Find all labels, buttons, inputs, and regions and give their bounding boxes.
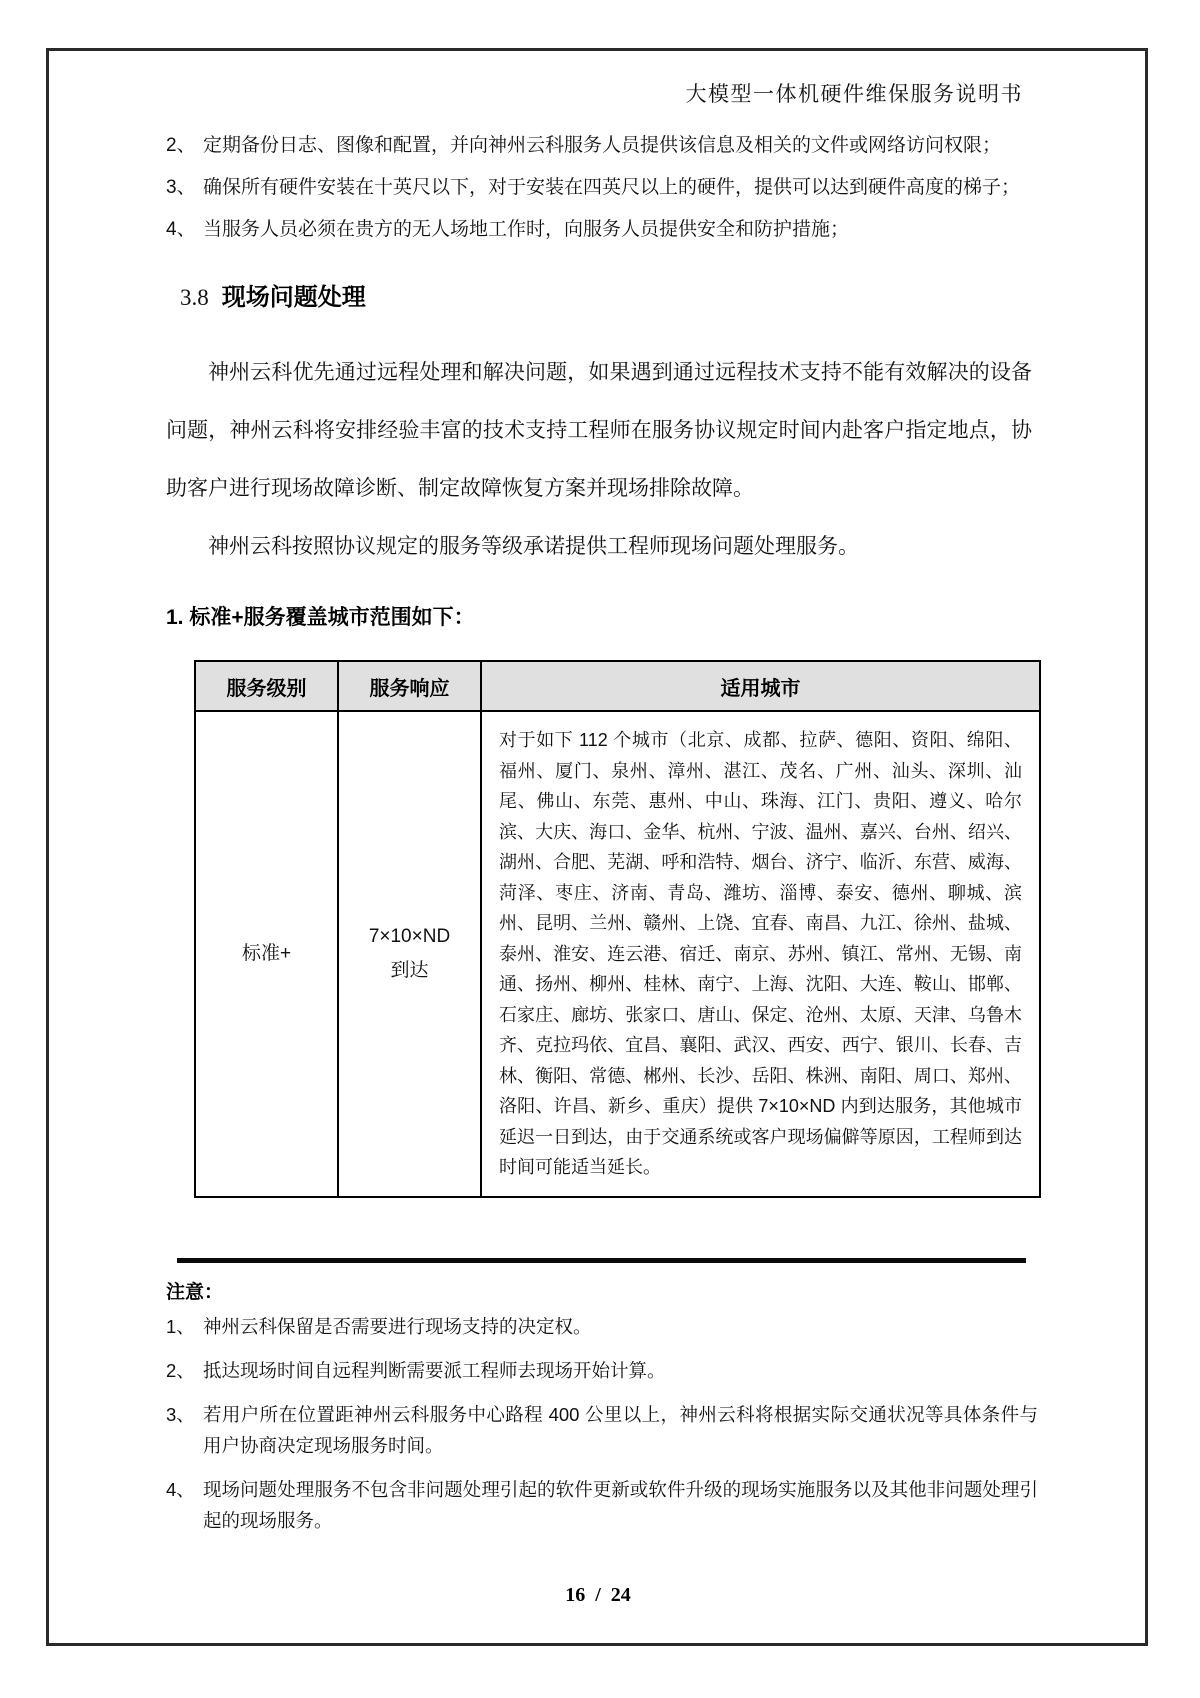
list-item [166,176,1036,200]
list-item-text: 确保所有硬件安装在十英尺以下，对于安装在四英尺以上的硬件，提供可以达到硬件高度的梯子； [203,177,1021,198]
note-number: 4、 [166,1479,195,1500]
obligations-list [166,134,1036,260]
col-header-applicable-cities: 适用城市 [481,661,1040,711]
table-caption: 1. 标准+服务覆盖城市范围如下： [166,606,475,629]
section-heading [180,277,366,312]
list-item [166,134,1036,158]
note-number: 2、 [166,1360,195,1381]
horizontal-rule [177,1258,1026,1263]
note-number: 1、 [166,1316,195,1337]
body-paragraph: 神州云科优先通过远程处理和解决问题，如果遇到通过远程技术支持不能有效解决的设备问题，神州云科将安排经验丰富的技术支持工程师在服务协议规定时间内赴客户指定地点，协助客户进行现场故障诊断、制定故障恢复方案并现场排除故障。 [166,361,1032,500]
page-separator: / [595,1584,601,1606]
current-page: 16 [565,1584,586,1606]
notes-label: 注意： [166,1282,224,1303]
document-header-title: 大模型一体机硬件维保服务说明书 [685,82,1023,106]
notes-list [166,1311,1038,1549]
cell-service-level: 标准+ [195,711,338,1197]
cell-service-response [338,711,481,1197]
service-coverage-table [194,660,1041,1198]
note-number: 3、 [166,1404,195,1425]
response-line: 7×10×ND [368,925,451,947]
note-item [166,1355,1038,1386]
page-number-footer [46,1584,1150,1607]
note-text: 抵达现场时间自远程判断需要派工程师去现场开始计算。 [203,1360,666,1381]
total-pages: 24 [610,1584,631,1606]
note-item [166,1311,1038,1342]
response-line: 到达 [390,959,429,981]
note-text: 现场问题处理服务不包含非问题处理引起的软件更新或软件升级的现场实施服务以及其他非问题处理引起的现场服务。 [203,1479,1038,1531]
list-item [166,218,1036,242]
body-paragraph: 神州云科按照协议规定的服务等级承诺提供工程师现场问题处理服务。 [208,535,859,558]
col-header-service-level: 服务级别 [195,661,338,711]
table-row [195,711,1040,1197]
section-title: 现场问题处理 [221,284,366,311]
col-header-service-response: 服务响应 [338,661,481,711]
note-text: 若用户所在位置距神州云科服务中心路程 400 公里以上，神州云科将根据实际交通状况等具体条件与用户协商决定现场服务时间。 [203,1404,1038,1456]
note-item [166,1474,1038,1536]
note-text: 神州云科保留是否需要进行现场支持的决定权。 [203,1316,592,1337]
section-number: 3.8 [180,285,209,310]
list-item-number: 2、 [166,135,196,156]
table-header-row [195,661,1040,711]
list-item-text: 定期备份日志、图像和配置，并向神州云科服务人员提供该信息及相关的文件或网络访问权限； [203,135,1002,156]
note-item [166,1399,1038,1461]
list-item-number: 4、 [166,219,196,240]
list-item-text: 当服务人员必须在贵方的无人场地工作时，向服务人员提供安全和防护措施； [203,219,850,240]
cell-applicable-cities: 对于如下 112 个城市（北京、成都、拉萨、德阳、资阳、绵阳、福州、厦门、泉州、漳州、湛江、茂名、广州、汕头、深圳、汕尾、佛山、东莞、惠州、中山、珠海、江门、贵阳、遵义、哈尔滨、大庆、海口、金华、杭州、宁波、温州、嘉兴、台州、绍兴、湖州、合肥、芜湖、呼和浩特、烟台、济宁、临沂、东营、威海、菏泽、枣庄、济南、青岛、潍坊、淄博、泰安、德州、聊城、滨州、昆明、兰州、赣州、上饶、宜春、南昌、九江、徐州、盐城、泰州、淮安、连云港、宿迁、南京、苏州、镇江、常州、无锡、南通、扬州、柳州、桂林、南宁、上海、沈阳、大连、鞍山、邯郸、石家庄、廊坊、张家口、唐山、保定、沧州、太原、天津、乌鲁木齐、克拉玛依、宜昌、襄阳、武汉、西安、西宁、银川、长春、吉林、衡阳、常德、郴州、长沙、岳阳、株洲、南阳、周口、郑州、洛阳、许昌、新乡、重庆）提供 7×10×ND 内到达服务，其他城市延迟一日到达，由于交通系统或客户现场偏僻等原因，工程师到达时间可能适当延长。 [481,711,1040,1197]
list-item-number: 3、 [166,177,196,198]
